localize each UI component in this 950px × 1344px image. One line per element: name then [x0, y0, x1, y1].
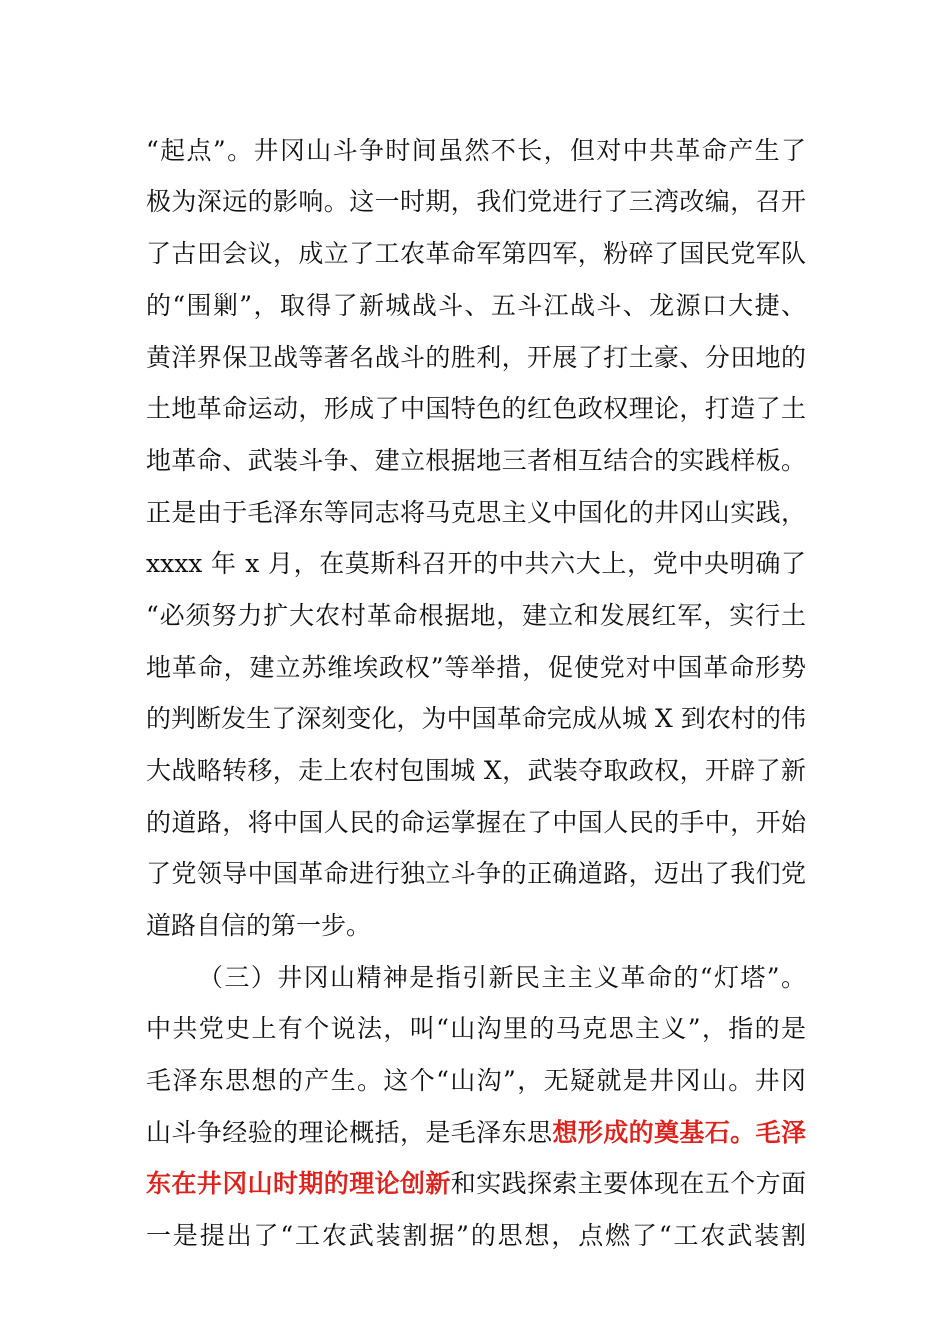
text-line: 大战略转移，走上农村包围城 X，武装夺取政权，开辟了新 [146, 756, 806, 785]
text-line: 毛泽东思想的产生。这个“山沟”，无疑就是井冈山。井冈 [146, 1066, 806, 1095]
text-line: 地革命，建立苏维埃政权”等举措，促使党对中国革命形势 [146, 653, 806, 682]
text-line: 了党领导中国革命进行独立斗争的正确道路，迈出了我们党 [146, 859, 806, 888]
text-line: 土地革命运动，形成了中国特色的红色政权理论，打造了土 [146, 394, 806, 423]
text-segment: 山斗争经验的理论概括，是毛泽东思 [146, 1118, 553, 1147]
text-segment: 和实践探索主要体现在五个方面 [450, 1169, 806, 1198]
highlighted-text: 东在井冈山时期的理论创新 [146, 1169, 451, 1198]
text-line: 一是提出了“工农武装割据”的思想，点燃了“工农武装割 [146, 1221, 806, 1250]
text-line: xxxx 年 x 月，在莫斯科召开的中共六大上，党中央明确了 [146, 549, 806, 578]
text-line: 的道路，将中国人民的命运掌握在了中国人民的手中，开始 [146, 808, 806, 837]
text-line: 中共党史上有个说法，叫“山沟里的马克思主义”，指的是 [146, 1014, 806, 1043]
highlighted-text: 想形成的奠基石。毛泽 [552, 1118, 806, 1147]
text-line-mixed [146, 1113, 806, 1153]
text-line: 了古田会议，成立了工农革命军第四军，粉碎了国民党军队 [146, 239, 806, 268]
text-line: 的“围剿”，取得了新城战斗、五斗江战斗、龙源口大捷、 [146, 291, 806, 320]
text-line: “起点”。井冈山斗争时间虽然不长，但对中共革命产生了 [146, 136, 806, 165]
text-line: 极为深远的影响。这一时期，我们党进行了三湾改编，召开 [146, 187, 806, 216]
text-line: 正是由于毛泽东等同志将马克思主义中国化的井冈山实践， [146, 498, 806, 527]
section-heading: （三）井冈山精神是指引新民主主义革命的“灯塔”。 [198, 963, 806, 992]
text-line-mixed [146, 1164, 806, 1204]
text-line: 道路自信的第一步。 [146, 911, 372, 940]
text-line: 地革命、武装斗争、建立根据地三者相互结合的实践样板。 [146, 446, 806, 475]
text-line: “必须努力扩大农村革命根据地，建立和发展红军，实行土 [146, 601, 806, 630]
text-line: 的判断发生了深刻变化，为中国革命完成从城 X 到农村的伟 [146, 704, 806, 733]
text-line: 黄洋界保卫战等著名战斗的胜利，开展了打土豪、分田地的 [146, 343, 806, 372]
